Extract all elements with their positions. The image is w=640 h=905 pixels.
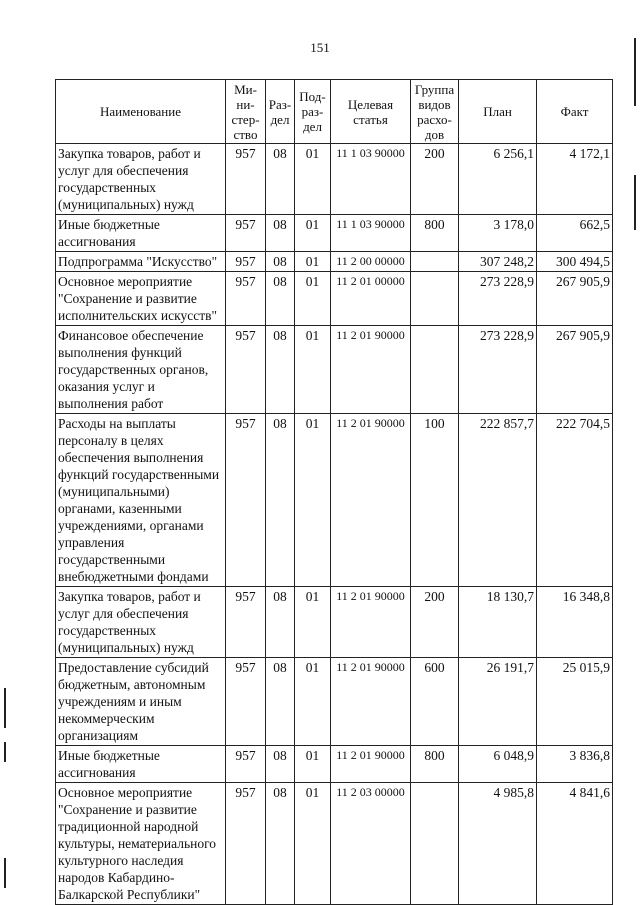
- table-row: [56, 215, 613, 252]
- row-subsection: 01: [295, 215, 331, 252]
- row-ministry: 957: [226, 272, 266, 326]
- row-fact: 4 841,6: [537, 783, 613, 905]
- row-fact: 4 172,1: [537, 144, 613, 215]
- row-name: Закупка товаров, работ и услуг для обеспечения государственных (муниципальных) нужд: [56, 144, 226, 215]
- row-section: 08: [266, 746, 295, 783]
- row-plan: 273 228,9: [459, 326, 537, 414]
- row-target-article: 11 2 01 90000: [331, 414, 411, 587]
- table-row: [56, 414, 613, 587]
- row-fact: 222 704,5: [537, 414, 613, 587]
- table-row: [56, 252, 613, 272]
- row-fact: 16 348,8: [537, 587, 613, 658]
- row-expense-group: [411, 783, 459, 905]
- scan-edge-mark-right: [634, 175, 636, 230]
- row-expense-group: 800: [411, 215, 459, 252]
- row-section: 08: [266, 252, 295, 272]
- row-plan: 3 178,0: [459, 215, 537, 252]
- row-expense-group: [411, 326, 459, 414]
- header-target-article: Целевая статья: [331, 80, 411, 144]
- row-section: 08: [266, 326, 295, 414]
- table-row: [56, 587, 613, 658]
- row-plan: 6 256,1: [459, 144, 537, 215]
- row-plan: 222 857,7: [459, 414, 537, 587]
- row-ministry: 957: [226, 215, 266, 252]
- table-row: [56, 326, 613, 414]
- table-row: [56, 272, 613, 326]
- row-expense-group: 100: [411, 414, 459, 587]
- scan-edge-mark-left: [4, 688, 6, 728]
- row-name: Предоставление субсидий бюджетным, автономным учреждениям и иным некоммерческим организациям: [56, 658, 226, 746]
- row-target-article: 11 2 01 90000: [331, 746, 411, 783]
- row-section: 08: [266, 783, 295, 905]
- row-expense-group: 200: [411, 587, 459, 658]
- row-target-article: 11 1 03 90000: [331, 215, 411, 252]
- row-name: Иные бюджетные ассигнования: [56, 746, 226, 783]
- header-fact: Факт: [537, 80, 613, 144]
- row-section: 08: [266, 215, 295, 252]
- row-plan: 18 130,7: [459, 587, 537, 658]
- row-fact: 662,5: [537, 215, 613, 252]
- row-target-article: 11 2 01 00000: [331, 272, 411, 326]
- header-ministry: Ми- ни- стер- ство: [226, 80, 266, 144]
- header-expense-group: Группа видов расхо- дов: [411, 80, 459, 144]
- row-target-article: 11 2 00 00000: [331, 252, 411, 272]
- row-section: 08: [266, 144, 295, 215]
- row-subsection: 01: [295, 144, 331, 215]
- row-ministry: 957: [226, 783, 266, 905]
- row-target-article: 11 2 03 00000: [331, 783, 411, 905]
- row-fact: 3 836,8: [537, 746, 613, 783]
- row-name: Основное мероприятие "Сохранение и развитие исполнительских искусств": [56, 272, 226, 326]
- header-plan: План: [459, 80, 537, 144]
- header-subsection: Под- раз- дел: [295, 80, 331, 144]
- row-fact: 267 905,9: [537, 326, 613, 414]
- row-subsection: 01: [295, 783, 331, 905]
- row-subsection: 01: [295, 658, 331, 746]
- row-subsection: 01: [295, 746, 331, 783]
- row-section: 08: [266, 414, 295, 587]
- row-ministry: 957: [226, 414, 266, 587]
- row-section: 08: [266, 587, 295, 658]
- row-expense-group: [411, 272, 459, 326]
- scan-edge-mark-left: [4, 858, 6, 888]
- header-section: Раз- дел: [266, 80, 295, 144]
- row-plan: 307 248,2: [459, 252, 537, 272]
- row-subsection: 01: [295, 326, 331, 414]
- row-expense-group: 800: [411, 746, 459, 783]
- row-ministry: 957: [226, 252, 266, 272]
- budget-table: [55, 79, 613, 905]
- row-section: 08: [266, 658, 295, 746]
- row-subsection: 01: [295, 587, 331, 658]
- row-ministry: 957: [226, 587, 266, 658]
- row-target-article: 11 2 01 90000: [331, 326, 411, 414]
- scan-edge-mark-right: [634, 38, 636, 106]
- row-target-article: 11 2 01 90000: [331, 658, 411, 746]
- row-subsection: 01: [295, 252, 331, 272]
- row-plan: 6 048,9: [459, 746, 537, 783]
- row-name: Основное мероприятие "Сохранение и развитие традиционной народной культуры, нематериального культурного наследия народов Кабардино-Балкарской Республики": [56, 783, 226, 905]
- row-ministry: 957: [226, 658, 266, 746]
- row-name: Подпрограмма "Искусство": [56, 252, 226, 272]
- page-number: 151: [310, 40, 330, 55]
- row-expense-group: 200: [411, 144, 459, 215]
- row-plan: 273 228,9: [459, 272, 537, 326]
- table-row: [56, 783, 613, 905]
- row-ministry: 957: [226, 746, 266, 783]
- row-subsection: 01: [295, 414, 331, 587]
- row-fact: 25 015,9: [537, 658, 613, 746]
- row-plan: 26 191,7: [459, 658, 537, 746]
- row-name: Финансовое обеспечение выполнения функций государственных органов, оказания услуг и выполнения работ: [56, 326, 226, 414]
- scan-edge-mark-left: [4, 742, 6, 762]
- row-fact: 267 905,9: [537, 272, 613, 326]
- row-expense-group: [411, 252, 459, 272]
- row-ministry: 957: [226, 144, 266, 215]
- table-row: [56, 144, 613, 215]
- row-name: Расходы на выплаты персоналу в целях обеспечения выполнения функций государственными (муниципальными) органами, казенными учреждениями, органами управления государственными внебюджетными фондами: [56, 414, 226, 587]
- table-row: [56, 746, 613, 783]
- row-plan: 4 985,8: [459, 783, 537, 905]
- row-target-article: 11 2 01 90000: [331, 587, 411, 658]
- row-subsection: 01: [295, 272, 331, 326]
- row-name: Иные бюджетные ассигнования: [56, 215, 226, 252]
- row-fact: 300 494,5: [537, 252, 613, 272]
- row-name: Закупка товаров, работ и услуг для обеспечения государственных (муниципальных) нужд: [56, 587, 226, 658]
- row-section: 08: [266, 272, 295, 326]
- row-ministry: 957: [226, 326, 266, 414]
- row-target-article: 11 1 03 90000: [331, 144, 411, 215]
- header-name: Наименование: [56, 80, 226, 144]
- table-header-row: [56, 80, 613, 144]
- table-row: [56, 658, 613, 746]
- row-expense-group: 600: [411, 658, 459, 746]
